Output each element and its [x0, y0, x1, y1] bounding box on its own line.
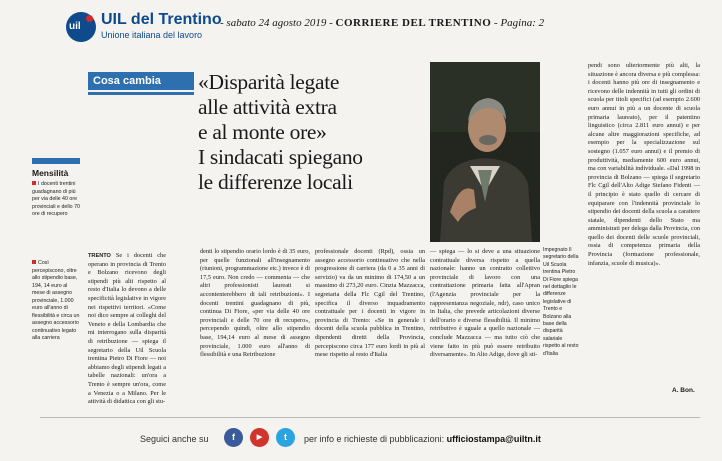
contact-label: per info e richieste di pubblicazioni: — [304, 434, 445, 444]
footer-divider — [40, 417, 700, 418]
headline-line: e al monte ore» — [198, 120, 327, 144]
bullet-square-icon — [32, 181, 36, 185]
article-text: denti lo stipendio orario lordo è di 35 euro, per quelle funzionali all'insegnamento (riunioni, programmazione etc.) invece è di 17,5 euro. Non credo — commenta — che altri professionisti laureati si accontenterebbero di tali retribuzioni». I docenti trentini guadagnano di più, continua Di Fiore, «per via delle 40 ore provinciali e delle 70 ore di recupero», percependo quindi, oltre allo stipendio base, 194,14 euro al mese di assegno provinciale, 1.000 euro all'anno di flessibilità e una Retribuzione — [200, 248, 310, 359]
twitter-icon[interactable]: t — [276, 428, 295, 447]
sidebar-item-text: Così percepiscono, oltre allo stipendio base, 194, 14 euro al mese di assegno provinciale, 1.000 euro all'anno di flessibilità e circa un assegno accessorio continuativo legato alla carriera — [32, 260, 80, 341]
article-text: Se i docenti che operano in provincia di Trento e Bolzano ricevono degli stipendi più alti rispetto al resto d'Italia lo devono a delle specificità legislative in vigore nei rispettivi territori. «Come noi dico sempre ai colleghi del Veneto e della Lombardia che mi interrogano sulla disparità di retribuzione — spiega il segretario della Uil Scuola trentina Pietro Di Fiore — noi abbiamo degli stipendi legati a tabelle nazionali: un'ora a Trento è sempre un'ora, come a Venezia o a Milano. Per le attività di didattica con gli stu- — [88, 252, 167, 406]
sidebar-title: Mensilità — [32, 168, 69, 178]
sidebar-item — [32, 260, 80, 343]
headline-line: le differenze locali — [198, 170, 353, 194]
article-column-5 — [588, 62, 700, 268]
footer-contact — [304, 434, 541, 444]
youtube-icon[interactable]: ▶ — [250, 428, 269, 447]
headline-line: alle attività extra — [198, 95, 337, 119]
article-column-3 — [315, 248, 425, 360]
article-headline — [198, 70, 418, 195]
brand-title: UIL del Trentino — [101, 11, 222, 28]
article-column-2 — [200, 248, 310, 360]
portrait-photo — [430, 62, 540, 242]
sidebar-item — [32, 181, 80, 219]
section-divider — [88, 92, 194, 95]
sidebar-accent — [32, 158, 80, 164]
article-dateline: TRENTO — [88, 253, 111, 259]
contact-email-link[interactable]: ufficiostampa@uiltn.it — [446, 434, 541, 444]
article-text: professionale docenti (Rpd), ossia un assegno accessorio continuativo che nella progressione di carriera (da 0 a 35 anni di servizio) va da un minimo di 174,50 a un massimo di 273,20 euro. Cinzia Mazzacca, segretaria della Flc Cgil del Trentino, specifica il diverso inquadramento contrattuale per i docenti in vigore in provincia di Trento: «Se in generale i docenti della scuola pubblica in Trentino, dipendenti diretti della Provincia, percepiscono circa 177 euro lordi in più al mese rispetto al resto d'Italia — [315, 248, 425, 359]
article-text: — spiega — lo si deve a una situazione contrattuale diversa rispetto a quella nazionale: hanno un contratto collettivo provinciale di lavoro con una contrattazione primaria fatta all'Apran (l'Agenzia provinciale per la rappresentanza negoziale, ndr), caso unico in Italia, che prevede articolazioni diverse dell'orario e diverse flessibilità. Il minimo retributivo è uguale a quello nazionale — conclude Mazzacca — ma tutto ciò che viene fatto in più può essere retribuito diversamente». In Alto Adige, dove gli sti- — [430, 248, 540, 359]
sidebar-item-text: I docenti trentini guadagnano di più per via delle 40 ore provinciali e dello 70 ore di recupero — [32, 181, 80, 217]
article-byline: A. Bon. — [672, 387, 695, 394]
article-column-4 — [430, 248, 540, 360]
newspaper-name: CORRIERE DEL TRENTINO — [335, 17, 492, 29]
article-text: pendi sono ulteriormente più alti, la situazione è ancora diversa e più complessa: i docenti hanno più ore di insegnamento e ricevono delle indennità in tutti gli ordini di scuola per titoli specifici (ad esempio 2.600 euro annui in più a un docente di scuola primaria laureato), per il patentino linguistico (circa 2.811 euro annui) e per alcune altre maggiorazioni specifiche, ad esempio per la specializzazione sul sostegno (1.057 euro annui) e il premio di produttività, mediamente 600 euro annui, ma con variabilità individuale. «Dal 1998 in provincia di Bolzano — spiega il segretario Flc Cgil dell'Alto Adige Stefano Fidenti — il principio è stato quello di cercare di equiparare con l'indennità provinciale lo stipendio dei docenti della scuola a carattere statale, dipendenti dello Stato ma amministrati per delega dalla Provincia, con quello dei docenti delle scuole provinciali, ossia di competenza primaria della Provincia (formazione professionale, infanzia, scuole di musica)». — [588, 62, 700, 267]
headline-line: I sindacati spiegano — [198, 145, 363, 169]
section-label: Cosa cambia — [88, 72, 194, 90]
brand-subtitle: Unione italiana del lavoro — [101, 30, 203, 40]
page-number: - Pagina: 2 — [494, 17, 545, 29]
facebook-icon[interactable]: f — [224, 428, 243, 447]
clipping-header — [220, 17, 544, 29]
follow-label: Seguici anche su — [140, 434, 209, 444]
uil-logo-icon — [66, 12, 96, 42]
clipping-date: - sabato 24 agosto 2019 — [220, 17, 327, 29]
bullet-square-icon — [32, 260, 36, 264]
header-separator: - — [326, 17, 336, 29]
article-column-1 — [88, 252, 166, 407]
headline-line: «Disparità legate — [198, 70, 340, 94]
uil-logo-mark: uil — [69, 21, 81, 32]
photo-caption: Impegnato Il segretario della Uil Scuola trentina Pietro Di Fiore spiega nel dettaglio le differenze legislative di Trento e Bolzano alla base della disparità salariale rispetto al resto d'Italia — [543, 247, 579, 357]
